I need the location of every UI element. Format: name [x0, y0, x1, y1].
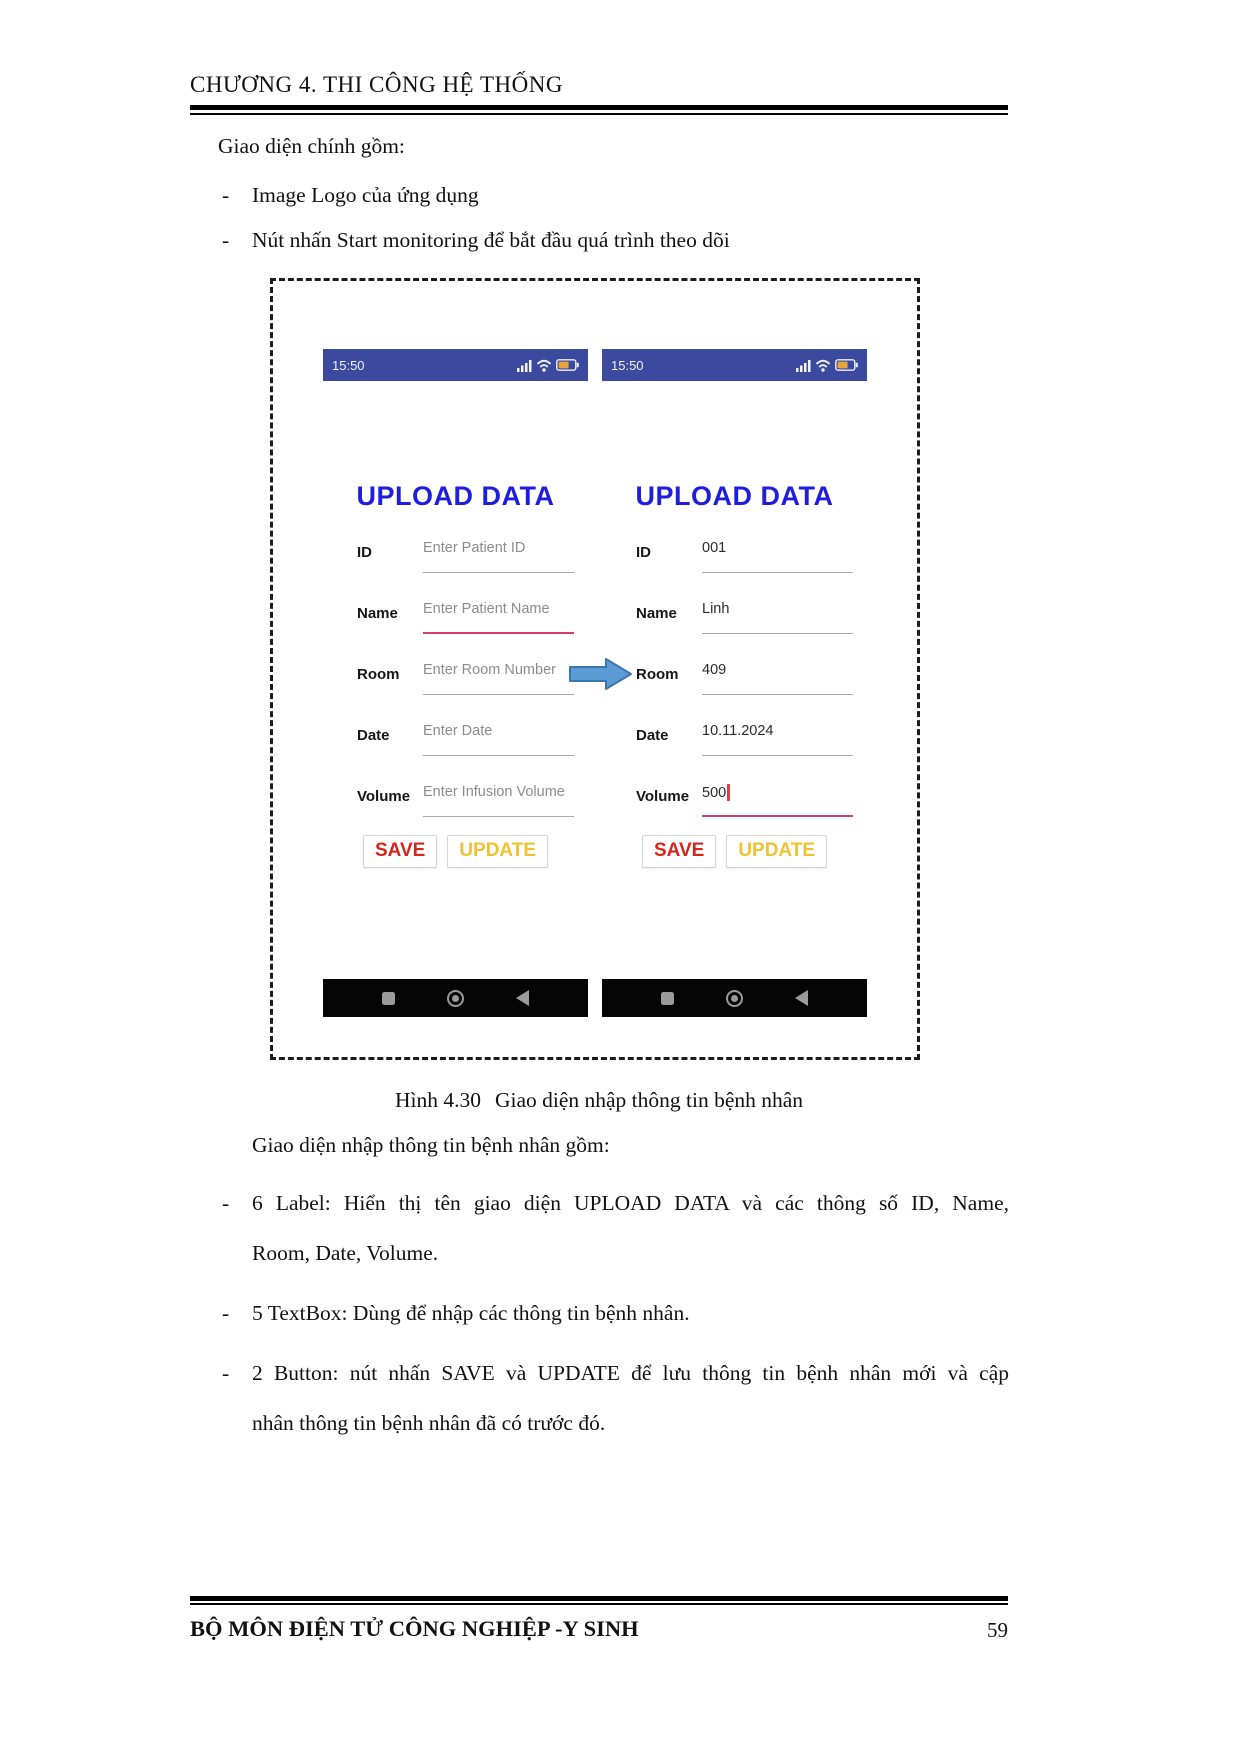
right-arrow-icon — [569, 657, 633, 691]
status-icons — [517, 359, 579, 372]
room-label: Room — [357, 666, 400, 683]
date-label: Date — [357, 727, 390, 744]
phone-right-filled-form — [602, 349, 867, 1017]
phone-left-empty-form — [323, 349, 588, 1017]
bullet-dash: - — [222, 228, 230, 252]
field-row-date — [602, 718, 867, 756]
chapter-header: CHƯƠNG 4. THI CÔNG HỆ THỐNG — [190, 72, 563, 97]
update-button[interactable]: UPDATE — [726, 835, 827, 868]
date-input-underline — [702, 755, 853, 757]
details-bullet-textboxes-line1: 5 TextBox: Dùng để nhập các thông tin bệnh nhân. — [252, 1301, 690, 1325]
battery-icon — [835, 359, 858, 371]
name-label: Name — [636, 605, 677, 622]
footer-page-number: 59 — [987, 1618, 1008, 1642]
save-button[interactable]: SAVE — [363, 835, 437, 868]
name-input[interactable]: Linh — [702, 601, 730, 617]
date-input[interactable]: Enter Date — [423, 723, 493, 739]
id-input-underline — [423, 572, 574, 574]
update-button[interactable]: UPDATE — [447, 835, 548, 868]
save-button[interactable]: SAVE — [642, 835, 716, 868]
footer-rule-thick — [190, 1596, 1008, 1601]
status-time: 15:50 — [332, 357, 365, 373]
field-row-date — [323, 718, 588, 756]
figure-caption-label: Hình 4.30 — [394, 1088, 481, 1112]
intro-lead: Giao diện chính gồm: — [218, 134, 405, 158]
field-row-room — [602, 657, 867, 695]
bullet-dash: - — [222, 1301, 230, 1325]
volume-input-underline — [423, 816, 574, 818]
name-label: Name — [357, 605, 398, 622]
name-input-underline — [702, 633, 853, 635]
back-triangle-icon[interactable] — [795, 990, 808, 1006]
name-input[interactable]: Enter Patient Name — [423, 601, 550, 617]
upload-data-title: UPLOAD DATA — [635, 481, 834, 511]
button-row — [602, 835, 867, 868]
home-circle-icon[interactable] — [447, 990, 464, 1007]
intro-bullet-logo-text: Image Logo của ứng dụng — [252, 183, 479, 207]
intro-bullet-logo — [222, 183, 1022, 208]
field-row-volume — [323, 779, 588, 817]
details-bullet-buttons-line2: nhân thông tin bệnh nhân đã có trước đó. — [252, 1411, 606, 1435]
text-cursor — [727, 784, 730, 801]
volume-input[interactable]: 500 — [702, 784, 853, 801]
field-row-volume — [602, 779, 867, 817]
volume-label: Volume — [636, 788, 690, 805]
field-row-name — [602, 596, 867, 634]
volume-input-underline-focused — [702, 815, 853, 818]
bullet-dash: - — [222, 1361, 230, 1385]
wifi-icon — [815, 359, 831, 372]
status-bar — [602, 349, 867, 381]
figure-caption — [190, 1088, 1008, 1113]
details-bullet-labels-line2: Room, Date, Volume. — [252, 1241, 439, 1265]
details-bullet-buttons-line1: 2 Button: nút nhấn SAVE và UPDATE để lưu thông tin bệnh nhân mới và cập — [252, 1361, 1009, 1385]
id-label: ID — [636, 544, 651, 561]
date-input[interactable]: 10.11.2024 — [702, 723, 774, 739]
bullet-dash: - — [222, 183, 230, 207]
id-input[interactable]: Enter Patient ID — [423, 540, 526, 556]
details-bullet-labels-line1: 6 Label: Hiển thị tên giao diện UPLOAD DATA và các thông số ID, Name, — [252, 1191, 1009, 1215]
id-label: ID — [357, 544, 372, 561]
wifi-icon — [536, 359, 552, 372]
date-label: Date — [636, 727, 669, 744]
status-bar — [323, 349, 588, 381]
upload-data-title: UPLOAD DATA — [356, 481, 555, 511]
footer-rule-thin — [190, 1603, 1008, 1605]
android-nav-bar — [323, 979, 588, 1017]
volume-label: Volume — [357, 788, 411, 805]
room-input[interactable]: Enter Room Number — [423, 662, 556, 678]
recents-square-icon[interactable] — [382, 992, 395, 1005]
field-row-room — [323, 657, 588, 695]
figure-caption-text: Giao diện nhập thông tin bệnh nhân — [494, 1088, 804, 1112]
volume-input[interactable]: Enter Infusion Volume — [423, 784, 565, 800]
room-input-underline — [423, 694, 574, 696]
date-input-underline — [423, 755, 574, 757]
room-label: Room — [636, 666, 679, 683]
field-row-id — [602, 535, 867, 573]
button-row — [323, 835, 588, 868]
signal-icon — [796, 359, 811, 372]
room-input[interactable]: 409 — [702, 662, 727, 678]
home-circle-icon[interactable] — [726, 990, 743, 1007]
battery-icon — [556, 359, 579, 371]
id-input-underline — [702, 572, 853, 574]
header-rule-thin — [190, 113, 1008, 115]
bullet-dash: - — [222, 1191, 230, 1215]
id-input[interactable]: 001 — [702, 540, 727, 556]
field-row-name — [323, 596, 588, 634]
room-input-underline — [702, 694, 853, 696]
details-bullet-list — [222, 1178, 1009, 1458]
details-lead: Giao diện nhập thông tin bệnh nhân gồm: — [252, 1133, 610, 1157]
details-bullet-labels — [222, 1178, 1009, 1278]
signal-icon — [517, 359, 532, 372]
android-nav-bar — [602, 979, 867, 1017]
intro-bullet-start-monitoring — [222, 228, 1022, 253]
intro-bullet-start-monitoring-text: Nút nhấn Start monitoring để bắt đầu quá trình theo dõi — [252, 228, 730, 252]
figure-dashed-box — [270, 278, 920, 1060]
details-bullet-buttons — [222, 1348, 1009, 1448]
back-triangle-icon[interactable] — [516, 990, 529, 1006]
status-icons — [796, 359, 858, 372]
status-time: 15:50 — [611, 357, 644, 373]
recents-square-icon[interactable] — [661, 992, 674, 1005]
name-input-underline-focused — [423, 632, 574, 635]
footer-department: BỘ MÔN ĐIỆN TỬ CÔNG NGHIỆP -Y SINH — [190, 1616, 639, 1641]
details-bullet-textboxes — [222, 1288, 1009, 1338]
field-row-id — [323, 535, 588, 573]
header-rule-thick — [190, 105, 1008, 110]
